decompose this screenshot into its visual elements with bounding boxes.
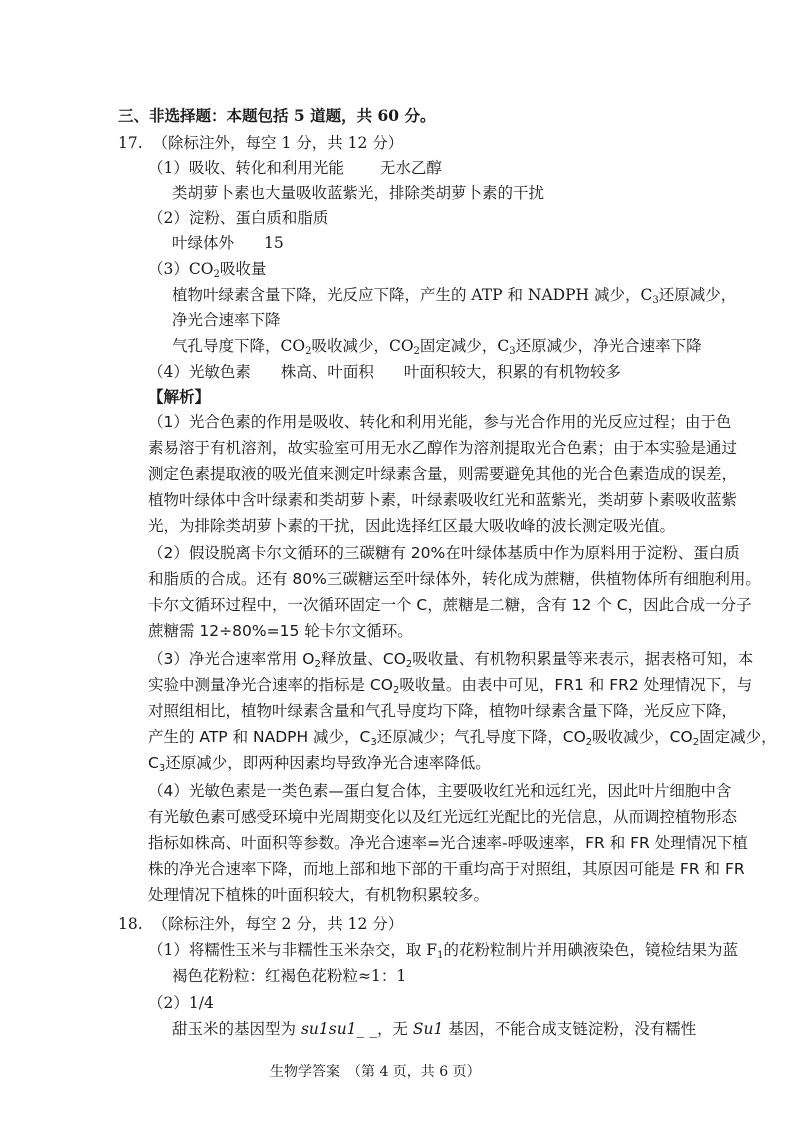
q17-p1-answer3: 类胡萝卜素也大量吸收蓝紫光，排除类胡萝卜素的干扰 [172, 184, 545, 202]
genotype: su1su1_ _ [300, 1020, 377, 1038]
analysis-4-line: 有光敏色素可感受环境中光周期变化以及红光远红光配比的光信息，从而调控植物形态 [148, 808, 738, 826]
q17-p2-line1: （2）淀粉、蛋白质和脂质 [148, 209, 329, 227]
analysis-1-line: 光，为排除类胡萝卜素的干扰，因此选择红区最大吸收峰的波长测定吸光值。 [148, 517, 676, 535]
q17-p3-answer2-line2: 净光合速率下降 [172, 311, 281, 329]
analysis-3-line: $C_3$还原减少，即两种因素均导致净光合速率降低。 [148, 754, 491, 774]
q17-p2-answer2: 叶绿体外 [172, 234, 235, 252]
q17-number: 17. [118, 134, 143, 152]
q18-number: 18. [118, 915, 143, 933]
q17-p4-answer1: 光敏色素 [188, 363, 251, 381]
analysis-3-line: （3）净光合速率常用 $O_2$释放量、$CO_2$吸收量、有机物积累量等来表示，据表格可知，本 [148, 650, 754, 670]
q17-p2-answer3: 15 [264, 234, 284, 252]
gene-name: Su1 [412, 1020, 444, 1038]
q17-p4-answer2: 株高、叶面积 [280, 363, 374, 381]
q18-p1-line2: 褐色花粉粒：红褐色花粉粒≈1：1 [172, 967, 407, 985]
q17-note: （除标注外，每空 1 分，共 12 分） [152, 134, 404, 152]
q17-p1-answer2: 无水乙醇 [379, 159, 442, 177]
analysis-3-line: 产生的 ATP 和 NADPH 减少，$C_3$还原减少；气孔导度下降，$CO_2$吸收减少，$CO_2$固定减少， [148, 728, 777, 748]
q18-p2-line2: 甜玉米的基因型为 su1su1_ _，无 Su1 基因，不能合成支链淀粉，没有糯性 [172, 1020, 697, 1038]
q17-p4-line: （4）光敏色素 株高、叶面积 叶面积较大，积累的有机物较多 [148, 363, 621, 381]
analysis-2-line: 卡尔文循环过程中，一次循环固定一个 C，蔗糖是二糖，含有 12 个 C，因此合成一分子 [148, 596, 752, 614]
analysis-3-line: 对照组相比，植物叶绿素含量和气孔导度均下降，植物叶绿素含量下降，光反应下降， [148, 702, 738, 720]
analysis-2-line: （2）假设脱离卡尔文循环的三碳糖有 20%在叶绿体基质中作为原料用于淀粉、蛋白质 [148, 544, 740, 562]
analysis-2-line: 蔗糖需 12÷80%=15 轮卡尔文循环。 [148, 622, 413, 640]
analysis-1-line: 植物叶绿体中含叶绿素和类胡萝卜素，叶绿素吸收红光和蓝紫光，类胡萝卜素吸收蓝紫 [148, 491, 738, 509]
q18-p1-line1: （1）将糯性玉米与非糯性玉米杂交，取 $F_1$的花粉粒制片并用碘液染色，镜检结果为蓝 [148, 941, 738, 961]
analysis-4-line: 株的净光合速率下降，而地上部和地下部的干重均高于对照组，其原因可能是 FR 和 FR [148, 860, 745, 878]
section-heading: 三、非选择题：本题包括 5 道题，共 60 分。 [118, 106, 436, 125]
q18-p2-line1: （2）1/4 [148, 994, 214, 1012]
analysis-3-line: 实验中测量净光合速率的指标是 $CO_2$吸收量。由表中可见，FR1 和 FR2 处理情况下，与 [148, 676, 753, 696]
analysis-4-line: 处理情况下植株的叶面积较大，有机物积累较多。 [148, 886, 490, 904]
q17-p1-answer1: 吸收、转化和利用光能 [188, 159, 344, 177]
q17-p3-answer2-line1: 植物叶绿素含量下降，光反应下降，产生的 ATP 和 NADPH 减少，$C_3$还原减少， [172, 286, 737, 306]
q17-p3-line1: $(3)CO_2$吸收量 [148, 260, 267, 280]
analysis-title: 【解析】 [148, 387, 211, 406]
analysis-4-line: 指标如株高、叶面积等参数。净光合速率=光合速率-呼吸速率，FR 和 FR 处理情况下植 [148, 834, 748, 852]
analysis-4-line: （4）光敏色素是一类色素—蛋白复合体，主要吸收红光和远红光，因此叶片细胞中含 [148, 782, 732, 800]
analysis-1-line: 素易溶于有机溶剂，故实验室可用无水乙醇作为溶剂提取光合色素；由于本实验是通过 [148, 439, 738, 457]
q17-p4-answer3: 叶面积较大，积累的有机物较多 [403, 363, 621, 381]
q17-p2-answer1: 淀粉、蛋白质和脂质 [188, 209, 329, 227]
analysis-1-line: 测定色素提取液的吸光值来测定叶绿素含量，则需要避免其他的光合色素造成的误差， [148, 465, 738, 483]
q17-header [118, 133, 403, 153]
analysis-2-line: 和脂质的合成。还有 80%三碳糖运至叶绿体外，转化成为蔗糖，供植物体所有细胞利用。 [148, 570, 761, 588]
analysis-1-line: （1）光合色素的作用是吸收、转化和利用光能，参与光合作用的光反应过程；由于色 [148, 413, 732, 431]
page-footer: 生物学答案 （第 4 页，共 6 页） [270, 1064, 481, 1080]
q18-note: （除标注外，每空 2 分，共 12 分） [152, 915, 404, 933]
q17-p1-line1: （1）吸收、转化和利用光能 无水乙醇 [148, 159, 442, 177]
q18-header [118, 914, 403, 934]
q18-p2-answer1: 1/4 [188, 994, 214, 1012]
q17-p3-answer3: 气孔导度下降，$CO_2$吸收减少，$CO_2$固定减少，$C_3$还原减少，净光合速率下降 [172, 337, 702, 357]
q17-p2-line2 [172, 233, 284, 253]
